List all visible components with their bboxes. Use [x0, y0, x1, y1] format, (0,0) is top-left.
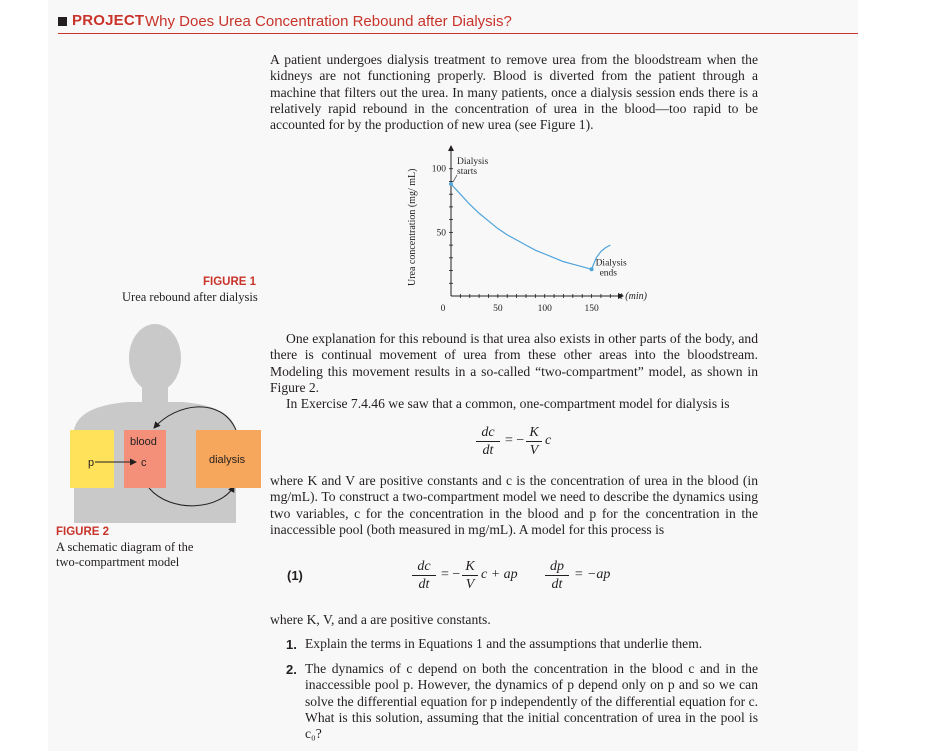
question-2-number: 2.	[286, 662, 297, 677]
y-axis-label: Urea concentration (mg/ mL)	[407, 168, 418, 286]
question-2-text: The dynamics of c depend on both the concentration in the blood c and in the inaccessible pool p. However, the dynamics of p depend only on p and so we can solve the differential equation for p independently of the differential equation for c. What is this solution, assuming that the initial concentration of urea in the pool is c₀?	[305, 661, 758, 742]
header-rule	[58, 33, 858, 34]
two-compartment-diagram	[56, 318, 266, 523]
eq2-rest: c + ap	[481, 567, 518, 582]
rebound-explanation-text: One explanation for this rebound is that urea also exists in other parts of the body, and there is continual movement of urea from these other areas into the bloodstream. Modeling this movement results in a so-called “two-compartment” model, as shown in Figure 2.	[270, 331, 758, 395]
urea-rebound-chart	[400, 145, 647, 314]
rebound-explanation	[270, 331, 758, 412]
dialysis-start-label: Dialysis	[457, 157, 489, 167]
equation-number: (1)	[287, 568, 303, 583]
eq1-var: c	[545, 433, 552, 448]
eq1-equals: = −	[505, 433, 525, 448]
constants-note: where K, V, and a are positive constants.	[270, 612, 491, 627]
eq2-lhs-num: dc	[412, 559, 436, 576]
eq2-equals: = −	[441, 567, 461, 582]
blood-variable: c	[141, 457, 147, 469]
eq2-rhs-den: dt	[551, 577, 563, 592]
figure2-label: FIGURE 2	[56, 526, 110, 538]
x-tick-label: 100	[537, 304, 552, 314]
pool-variable: p	[88, 457, 95, 469]
intro-paragraph: A patient undergoes dialysis treatment to remove urea from the bloodstream when the kidneys are not functioning properly. Blood is diverted from the patient through a machine that filters out the urea. In many patients, once a dialysis session ends there is a relatively rapid rebound in the concentration of urea in the blood—too rapid to be accounted for by the production of new urea (see Figure 1).	[270, 52, 758, 133]
eq1-lhs-den: dt	[482, 443, 494, 458]
project-title: Why Does Urea Concentration Rebound after Dialysis?	[145, 13, 512, 30]
y-tick-label: 100	[431, 164, 446, 175]
figure2-caption: A schematic diagram of the two-compartment model	[56, 540, 194, 569]
eq2-v: V	[465, 577, 475, 592]
eq2-rhs-rest: = −ap	[574, 567, 611, 582]
project-label: PROJECT	[72, 12, 145, 29]
eq1-k: K	[526, 425, 542, 442]
eq1-v: V	[529, 443, 539, 458]
x-tick-label: 0	[440, 304, 446, 314]
dialysis-end-point	[590, 267, 594, 271]
page-margin	[858, 0, 939, 751]
x-tick-label: 150	[584, 304, 599, 314]
urea-curve	[451, 184, 610, 269]
eq2-lhs-den: dt	[418, 577, 430, 592]
one-compartment-intro: In Exercise 7.4.46 we saw that a common, one-compartment model for dialysis is	[286, 396, 730, 412]
dialysis-end-label: ends	[599, 268, 617, 279]
x-tick-label: 50	[493, 304, 503, 314]
figure1-caption: Urea rebound after dialysis	[122, 290, 258, 304]
dialysis-end-label: Dialysis	[595, 258, 627, 269]
dialysis-label: dialysis	[209, 454, 246, 466]
project-marker	[58, 17, 67, 26]
dialysis-start-point	[449, 182, 453, 186]
question-1-text: Explain the terms in Equations 1 and the assumptions that underlie them.	[305, 636, 703, 651]
body-silhouette	[74, 324, 236, 523]
y-tick-label: 50	[436, 228, 446, 239]
blood-label: blood	[130, 436, 157, 448]
eq2-k: K	[462, 559, 478, 576]
figure1-label: FIGURE 1	[203, 276, 257, 288]
question-1-number: 1.	[286, 637, 297, 652]
eq2-rhs-num: dp	[545, 559, 569, 576]
two-compartment-setup: where K and V are positive constants and c is the concentration of urea in the blood (in mg/mL). To construct a two-compartment model we need to describe the dynamics using two variables, c for the concentration in the blood and p for the concentration in the inaccessible pool (both measured in mg/mL). A model for this process is	[270, 473, 758, 537]
x-axis-label: t (min)	[620, 291, 647, 302]
eq1-lhs-num: dc	[476, 425, 500, 442]
dialysis-start-label: starts	[457, 167, 478, 177]
